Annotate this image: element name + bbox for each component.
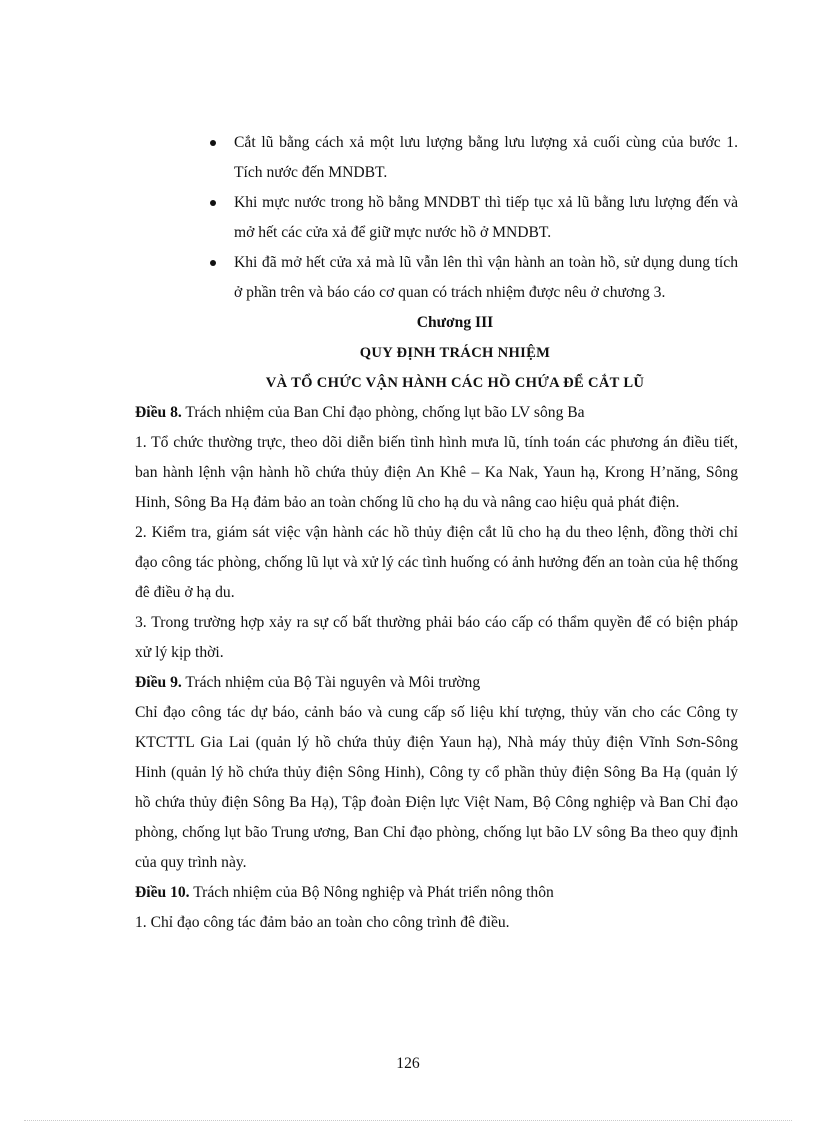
article-10-item-1: 1. Chỉ đạo công tác đảm bảo an toàn cho công trình đê điều. (135, 914, 510, 931)
bullet-text: Cắt lũ bằng cách xả một lưu lượng bằng lưu lượng xả cuối cùng của bước 1. Tích nước đến MNDBT. (234, 134, 738, 181)
article-9-title: Trách nhiệm của Bộ Tài nguyên và Môi trường (181, 674, 481, 691)
page-number: 126 (396, 1055, 420, 1072)
chapter-number: Chương III (416, 314, 494, 331)
article-8-item-1: 1. Tổ chức thường trực, theo dõi diễn biến tình hình mưa lũ, tính toán các phương án điều tiết, ban hành lệnh vận hành hồ chứa thủy điện An Khê – Ka Nak, Yaun hạ, Krong H’năng, Sông Hinh, Sông Ba Hạ đảm bảo an toàn chống lũ cho hạ du và nâng cao hiệu quả phát điện. (135, 434, 738, 511)
article-8-heading (135, 398, 738, 428)
article-9-body: Chỉ đạo công tác dự báo, cảnh báo và cung cấp số liệu khí tượng, thủy văn cho các Công ty KTCTTL Gia Lai (quản lý hồ chứa thủy điện Yaun hạ), Nhà máy thủy điện Vĩnh Sơn-Sông Hinh (quản lý hồ chứa thủy điện Sông Hinh), Công ty cổ phần thủy điện Sông Ba Hạ (quản lý hồ chứa thủy điện Sông Ba Hạ), Tập đoàn Điện lực Việt Nam, Bộ Công nghiệp và Ban Chỉ đạo phòng, chống lụt bão Trung ương, Ban Chỉ đạo phòng, chống lụt bão LV sông Ba theo quy định của quy trình này. (135, 704, 738, 871)
bullet-text: Khi mực nước trong hồ bằng MNDBT thì tiếp tục xả lũ bằng lưu lượng đến và mở hết các cửa xả để giữ mực nước hồ ở MNDBT. (234, 194, 738, 241)
article-9-label: Điều 9. (135, 674, 182, 691)
article-10-title: Trách nhiệm của Bộ Nông nghiệp và Phát triển nông thôn (189, 884, 554, 901)
list-item (172, 188, 738, 248)
list-item (172, 128, 738, 188)
bullet-text: Khi đã mở hết cửa xả mà lũ vẫn lên thì vận hành an toàn hồ, sử dụng dung tích ở phần trên và báo cáo cơ quan có trách nhiệm được nêu ở chương 3. (234, 254, 738, 301)
list-item (172, 248, 738, 308)
bullet-icon (210, 140, 216, 146)
article-8-item-2: 2. Kiểm tra, giám sát việc vận hành các hồ thủy điện cắt lũ cho hạ du theo lệnh, đồng thời chỉ đạo công tác phòng, chống lũ lụt và xử lý các tình huống có ảnh hưởng đến an toàn của hệ thống đê điều ở hạ du. (135, 524, 738, 601)
bullet-icon (210, 200, 216, 206)
bullet-icon (210, 260, 216, 266)
article-8-item-3: 3. Trong trường hợp xảy ra sự cố bất thường phải báo cáo cấp có thẩm quyền để có biện pháp xử lý kịp thời. (135, 614, 738, 661)
bullet-list (172, 128, 738, 308)
chapter-title-line1: QUY ĐỊNH TRÁCH NHIỆM (359, 345, 551, 361)
page-content (135, 128, 738, 938)
article-10-heading (135, 878, 738, 908)
page-bottom-divider (24, 1120, 792, 1121)
article-8-label: Điều 8. (135, 404, 182, 421)
article-8-title: Trách nhiệm của Ban Chỉ đạo phòng, chống lụt bão LV sông Ba (181, 404, 585, 421)
article-9-heading (135, 668, 738, 698)
chapter-title-line2: VÀ TỔ CHỨC VẬN HÀNH CÁC HỒ CHỨA ĐỂ CẮT LŨ (265, 375, 645, 391)
article-10-label: Điều 10. (135, 884, 190, 901)
